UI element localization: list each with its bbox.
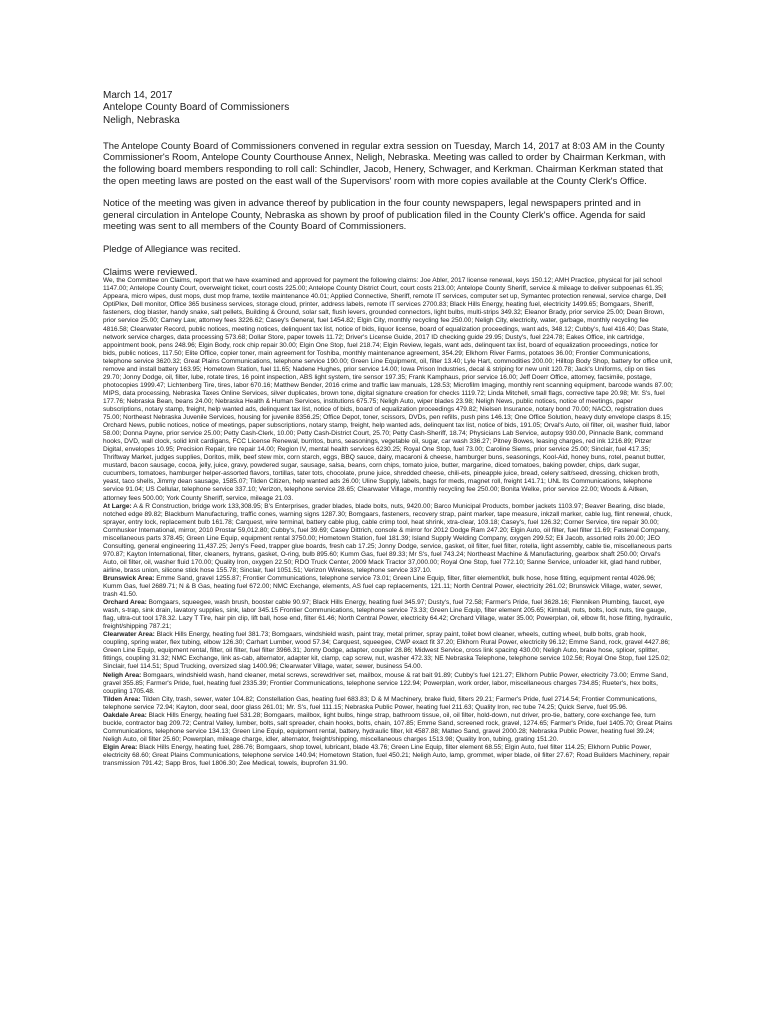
organization-name: Antelope County Board of Commissioners	[103, 102, 290, 114]
claims-area-tilden	[103, 696, 673, 712]
claims-area-neligh	[103, 672, 673, 696]
claims-area-brunswick	[103, 575, 673, 599]
meeting-date: March 14, 2017	[103, 90, 173, 101]
opening-paragraph: The Antelope County Board of Commissioners convened in regular extra session on Tuesday, March 14, 2017 at 8:03 AM in the County Commissioner's Room, Antelope County Courthouse Annex, Neligh, Nebraska. Meeting was called to order by Chairman Kerkman, with the following board members responding to roll call: Schindler, Jacob, Henery, Schwager, and Kerkman. Chairman Kerkman stated that the open meeting laws are posted on the east wall of the Supervisors' room with more copies available at the County Clerk's Office.	[103, 139, 666, 186]
area-claims: A & R Construction, bridge work 133,308.95; B's Enterprises, grader blades, blade bolts, nuts, 9420.00; Barco Municipal Products, bomber jackets 1103.97; Beaver Bearing, disc blade, notched edge 89.82; Blackburn Manufacturing, traffic cones, warning signs 1287.30; Bomgaars, fasteners, recovery strap, paint marker, tape measure, inkzall marker, cable lug, flint renewal, chuck, sprayer, entry lock, replacement bulb 161.78; Carquest, wire terminal, battery cable plug, cable crimp tool, heat shrink, xtra-clear, 103.18; Casey's, fuel 126.32; Corner Service, tire repair 30.00; Cornhusker International, mirror, 2010 Prostar 59,012.80; Cubby's, fuel 39.69; Casey Dittrich, console & mirror for 2012 Dodge Ram 247.20; Elgin Auto, oil filter, fuel filter 11.69; Fastenal Company, miscellaneous parts 378.45; Green Line Equip, equipment rental 3750.00; Hometown Station, fuel 181.39; Island Supply Welding Company, oxygen 299.52; Eli Jacob, assorted rolls 20.00; JEO Consulting, general engineering 11,437.25; Jerry's Feed, trapper glue boards, fresh cab 17.25; Jonny Dodge, service, gasket, oil filter, fuel filter, rotella, light assembly, cable tie, miscellaneous parts 970.87; Kayton International, filter, cleaners, hytrans, gasket, O-ring, bulb 895.60; Kumm Gas, fuel 89.33; Mr S's, fuel 743.24; Northeast Machine & Manufacturing, gearbox shaft 250.00; Orval's Auto, oil filter, oil, washer fluid 170.00; Quality Iron, oxygen 22.50; RDO Truck Center, 2009 Mack Tractor 37,000.00; Royal One Stop, fuel 772.10; Sanne Service, unloader kit, glad hand rubber, airline, brass union, silicone stick hose 155.78; Sinclair, fuel 1051.51; Verizon Wireless, telephone service 337.10.	[103, 502, 673, 574]
area-claims: Tilden City, trash, sewer, water 104.82; Constellation Gas, heating fuel 683.83; D & M Machinery, brake fluid, filters 29.21; Farmer's Pride, fuel 2714.54; Frontier Communications, telephone service 72.94; Kayton, door seal, door glass 261.01; Mr. S's, fuel 111.15; Nebraska Public Power, heating fuel 211.63; Quality Iron, rec tube 74.25; Quick Serve, fuel 95.96.	[103, 695, 657, 711]
notice-paragraph: Notice of the meeting was given in advance thereof by publication in the four county newspapers, legal newspapers printed and in general circulation in Antelope County, Nebraska as shown by proof of publication filed in the County Clerk's office. Agenda for said meeting was sent to all members of the County Board of Commissioners.	[103, 197, 646, 232]
area-claims: Black Hills Energy, heating fuel, 286.76; Bomgaars, shop towel, lubricant, blade 43.76; Green Line Equip, filter element 68.55; Elgin Auto, fuel filter 114.25; Elkhorn Public Power, electricity 68.60; Great Plains Communications, telephone service 140.94; Hometown Station, fuel 450.21; Neligh Auto, lamp, grommet, wiper blade, oil filter 27.67; Road Builders Machinery, repair transmission 791.42; Sapp Bros, fuel 1806.30; Zee Medical, towels, ibuprofen 31.90.	[103, 743, 670, 768]
area-claims: Black Hills Energy, heating fuel 381.73; Bomgaars, windshield wash, paint tray, metal primer, spray paint, toilet bowl cleaner, wheels, cutting wheel, bulb bolts, grab hook, coupling, spring water, flex tubing, elbow 126.30; Carhart Lumber, wood 57.34; Carquest, squeegee, CWP exact fit 37.20; Elkhorn Rural Power, electricity 96.12; Emme Sand, rock, gravel 4427.86; Green Line Equip, equipment rental, filter, oil filter, fuel filter 3966.31; Jonny Dodge, adapter, coupler 28.86; Midwest Service, cross link spacing 430.00; Neligh Auto, brake hose, splicer, splitter, fittings, coupling 31.32; NMC Exchange, link as-cab, alternator, adapter kit, clamp, cap screw, nut, washer 472.33; NE Nebraska Telephone, telephone service 102.56; Royal One Stop, fuel 125.02; Sinclair, fuel 114.51; Spud Trucking, oversized slag 1400.96; Clearwater Village, water, sewer, business 54.00.	[103, 631, 670, 671]
area-name: At Large:	[103, 502, 132, 510]
claims-area-elgin	[103, 744, 673, 768]
area-claims: Black Hills Energy, heating fuel 531.28; Bomgaars, mailbox, light bulbs, hinge strap, bathroom tissue, oil, oil filter, hold-down, nut driver, pro-tie, battery, core exchange fee, turn buckle, contractor bag 209.72; Central Valley, lumber, bolts, salt spreader, chain hooks, bolts, chain, 107.85; Emme Sand, screened rock, gravel, 1274.65; Farmer's Pride, fuel 1405.70; Great Plains Communications, telephone service 134.13; Green Line Equip, equipment rental, battery, hydraulic filter, kit 4587.88; Matteo Sand, gravel 2000.28; Nebraska Public Power, heating fuel 39.24; Neligh Auto, oil filter 25.60; Powerplan, mileage charge, idler, alternator, freight/shipping, miscellaneous charges 1513.98; Quality Iron, tubing, grating 151.20.	[103, 711, 673, 743]
area-claims: Bomgaars, windshield wash, hand cleaner, metal screws, screwdriver set, mailbox, mouse & rat bait 91.89; Cubby's fuel 121.27; Elkhorn Public Power, electricity 73.00; Emme Sand, gravel 355.85; Farmer's Pride, fuel, heating fuel 2335.39; Frontier Communications, telephone service 122.94; Powerplan, work order, labor, miscellaneous charges 734.85; Rueter's, hex bolts, coupling 1705.48.	[103, 671, 669, 695]
minutes-page	[103, 90, 673, 768]
area-claims: Bomgaars, squeegee, wash brush, booster cable 90.97; Black Hills Energy, heating fuel 345.97; Dusty's, fuel 72.58; Farmer's Pride, fuel 3628.16; Flenniken Plumbing, faucet, eye wash, s-trap, sink drain, lavatory supplies, sink, labor 345.15 Frontier Communications, telephone service 73.33; Green Line Equip, filter element 205.65; Kimball, nuts, bolts, lock nuts, tire gauge, flag, ultra-cut tool 178.32. Lazy T Tire, hair pin clip, lift ball, hose end, filter 61.46; North Central Power, electricity 64.42; Orchard Village, water 35.00; Powerplan, oil, elbow fit, hose fitting, hydraulic, freight/shipping 787.21;	[103, 599, 673, 631]
claims-area-oakdale	[103, 712, 673, 744]
claims-list	[103, 277, 673, 768]
pledge-paragraph: Pledge of Allegiance was recited.	[103, 243, 241, 255]
area-name: Elgin Area:	[103, 743, 138, 751]
claims-general: We, the Committee on Claims, report that we have examined and approved for payment the following claims: Joe Abler, 2017 license renewal, keys 150.12; AMH Practice, physical for jail school 1147.00; Antelope County Court, overweight ticket, court costs 225.00; Antelope County District Court, court costs 213.00; Antelope County Sheriff, service & mileage to deliver subpoenas 61.35; Appeara, micro wipes, dust mops, dust mop frame, textile maintenance 40.01; Applied Connective, Sheriff, remote IT services, computer set up, Symantec protection renewal, service charge, Dell OptiPlex, Dell monitor, Office 365 business services, storage cloud, printer, address labels, remote IT services 2700.83; Black Hills Energy, heating fuel, electricity 1499.65; Bomgaars, Sheriff, fasteners, clog blaster, handy snake, salt pellets, Building & Ground, solar salt, flush levers, grounded connectors, light bulbs, multi-strips 349.32; Eleanor Brady, prior service 25.00; Dean Brown, prior service 25.00; Carney Law, attorney fees 3226.62; Casey's General, fuel 1454.82; Elgin City, monthly recycling fee 250.00; Neligh City, electricity, water, garbage, monthly recycling fee 4816.58; Clearwater Record, public notices, meeting notices, delinquent tax list, notice of bids, liquor license, board of equalization proceedings, want ads, 348.12; Cubby's, fuel 416.40; Das State, network service charges, data processing 573.68; Dollar Store, paper towels 11.72; Driver's License Guide, 2017 ID checking guide 29.95; Dusty's, fuel 224.78; Eakes Office, ink cartridge, appointment book, pens 248.96; Elgin Body, rock chip repair 30.00; Elgin One Stop, fuel 218.74; Elgin Review, legals, want ads, delinquent tax list, board of equalization proceedings, notice for bids, public notices, 117.50; Elite Office, copier toner, main agreement for Toshiba, monthly maintenance agreement, 354.29; Elkhorn River Farms, potatoes 36.00; Frontier Communications, telephone service 3620.32; Great Plains Communications, telephone service 190.00; Green Line Equipment, oil, filter 13.40; Lyle Hart, commodities 200.00; Hilltop Body Shop, battery for office unit, remove and install battery 163.95; Hometown Station, fuel 11.65; Nadene Hughes, prior service 14.00; Iowa Prison Industries, decal & striping for new unit 120.78; Jack's Uniforms, clip on ties 29.70; Jonny Dodge, oil, filter, lube, rotate tires, 16 point inspection, ABS light system, tire sensor 197.35; Frank Kamphaus, prior service 16.00; Jeff Doerr Office, attorney, facsimile, postage, photocopies 1999.47; Lichtenberg Tire, tires, labor 670.16; Matthew Bender, 2016 crime and traffic law manuals, 128.53; Microfilm Imaging, monthly rent scanning equipment, barcode wands 87.00; MIPS, data processing, Nebraska Taxes Online Services, silver duplicates, brown tone, digital signature creation for checks 1119.72; Linda Mitchell, small flags, corrective tape 20.98; Mr. S's, fuel 177.76; Nebraska Bean, beans 24.00; Nebraska Health & Human Services, institutions 675.75; Neligh Auto, wiper blades 23.98; Neligh News, public notices, notice of meetings, paper subscriptions, notary stamp, freight, help wanted ads, delinquent tax list, notice of bids, board of equalization proceedings 479.82; Nielsen Insurance, notary bond 70.00; NACO, registration dues 75.00; Northeast Nebraska Juvenile Services, housing for juvenile 8356.25; Office Depot, toner, scissors, DVDs, pen refills, push pins 146.13; One Office Solution, heavy duty envelope clasps 8.15; Orchard News, public notices, notice of meetings, paper subscriptions, notary stamp, freight, help wanted ads, delinquent tax list, notice of bids, 191.05; Orval's Auto, oil filter, oil, washer fluid, labor 58.00; Donna Payne, prior service 25.00; Petty Cash-Clerk, 10.00; Petty Cash-District Court, 25.70; Petty Cash-Sheriff, 18.74; Physicians Lab Service, autopsy 930.00, Pinnacle Bank, command hooks, DVD, wall clock, solid knit cardigans, FCC License Renewal, burritos, buns, seasonings, vegetable oil, sugar, car wash 336.27; Pitney Bowes, leasing charges, red ink 1216.89; Pitzer Digital, envelopes 10.95; Precision Repair, tire repair 14.00; Region IV, mental health services 6230.25; Royal One Stop, fuel 73.00; Caroline Siems, prior service 25.00; Sinclair, fuel 417.35; Thriftway Market, judges supplies, Doritos, milk, beef stew mix, corn starch, eggs, BBQ sauce, dairy, macaroni & cheese, hamburger buns, seasonings, Kool-Aid, honey buns, rotel, peanut butter, mustard, bacon sausage, cocoa, jelly, juice, gravy, powdered sugar, sausage, salsa, beans, corn chips, tomato juice, butter, margarine, diced tomatoes, baking powder, chips, dark sugar, cucumbers, tomatoes, hamburger helper-assorted flavors, tortillas, tater tots, chocolate, prune juice, shredded cheese, chili-ets, pineapple juice, bread, celery salt/seed, dressing, chicken broth, yeast, taco shells, Jimmy dean sausage, 1585.07; Tilden Citizen, help wanted ads 26.00; Uline Supply, labels, bags for meds, magnet roll, freight 141.71; UNL Its Communications, telephone service 91.04; US Cellular, telephone service 337.10; Verizon, telephone service 28.65; Clearwater Village, monthly recycling fee 250.00; Bonita Welke, prior service 22.00; Woods & Aitken, attorney fees 500.00; York County Sheriff, service, mileage 21.03.	[103, 277, 673, 502]
claims-area-clearwater	[103, 631, 673, 671]
meeting-location: Neligh, Nebraska	[103, 114, 180, 126]
claims-area-at-large	[103, 503, 673, 575]
area-name: Neligh Area:	[103, 671, 142, 679]
area-name: Brunswick Area:	[103, 574, 155, 582]
claims-heading: Claims were reviewed.	[103, 265, 198, 277]
claims-area-orchard	[103, 599, 673, 631]
area-name: Orchard Area:	[103, 599, 147, 607]
document-header	[103, 90, 673, 127]
area-claims: Emme Sand, gravel 1255.87; Frontier Communications, telephone service 73.01; Green Line Equip, filter, filter element/kit, bulk hose, hose fitting, equipment rental 4026.96; Kumm Gas, fuel 2689.71; N & B Gas, heating fuel 672.00; NMC Exchange, elements, AS fuel cap replacements, 121.11; North Central Power, electricity 261.02; Brunswick Village, water, sewer, trash 41.50.	[103, 574, 663, 599]
area-name: Tilden Area:	[103, 695, 141, 703]
area-name: Clearwater Area:	[103, 631, 155, 639]
area-name: Oakdale Area:	[103, 711, 147, 719]
